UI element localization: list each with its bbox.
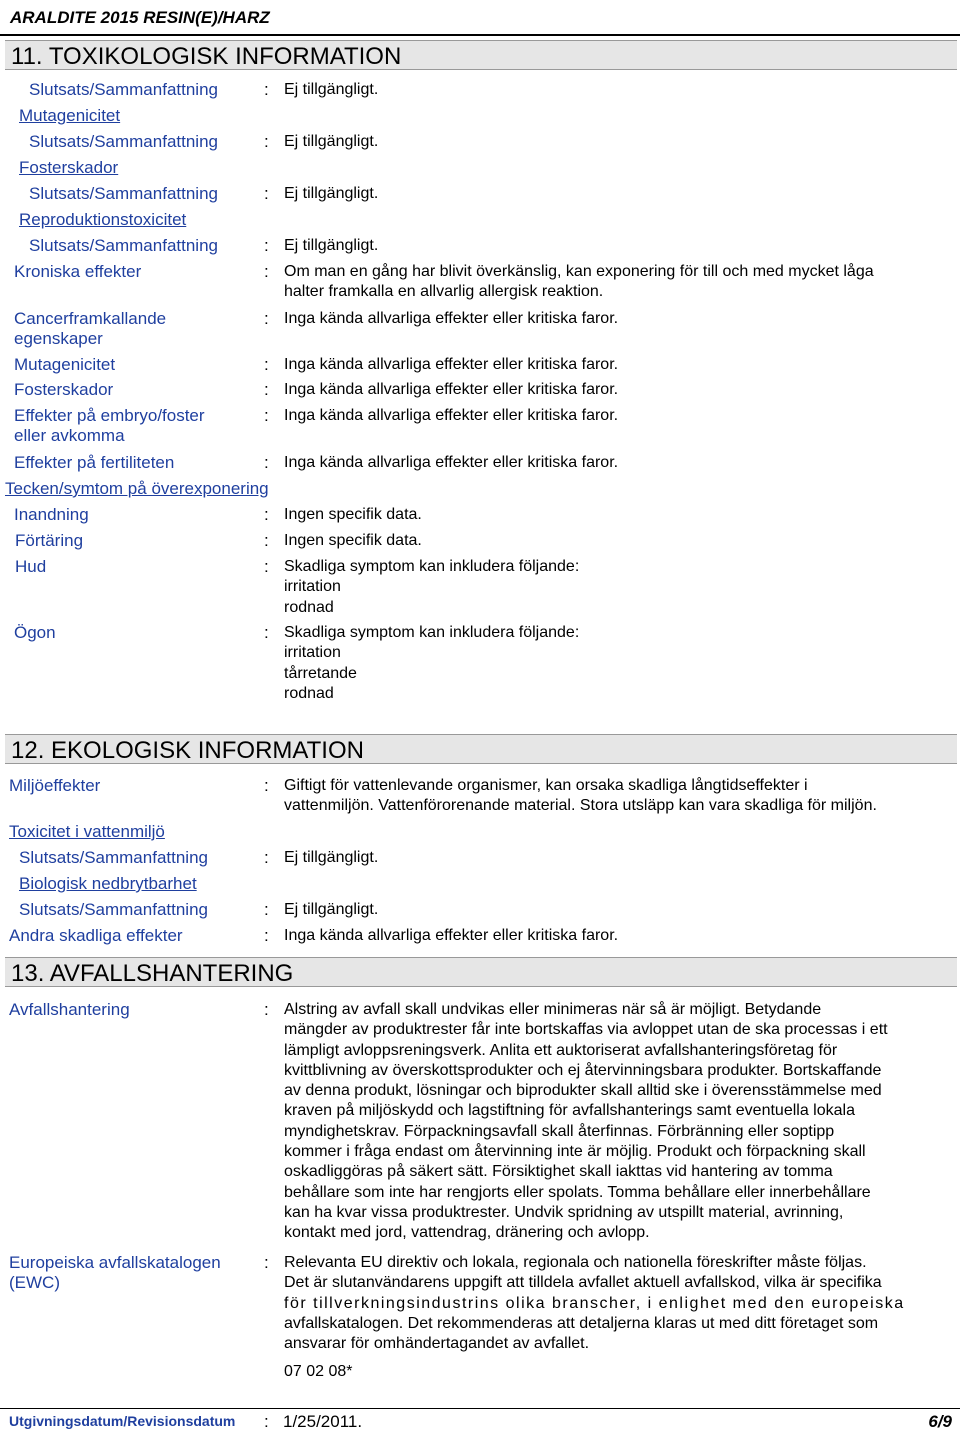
text-line: vattenmiljön. Vattenförorenande material. Stora utsläpp kan vara skadliga för miljön. bbox=[284, 797, 877, 815]
teratogenicity-value: Inga kända allvarliga effekter eller kritiska faror. bbox=[284, 381, 619, 398]
colon: : bbox=[264, 380, 269, 399]
section-12-title: 12. EKOLOGISK INFORMATION bbox=[11, 737, 364, 764]
document-header bbox=[0, 0, 960, 34]
disposal-value bbox=[284, 1000, 888, 1244]
text-line: behållare som inte har rengjorts eller spolats. Tomma behållare eller innerbehållare bbox=[284, 1183, 871, 1201]
section-12-header bbox=[5, 734, 957, 764]
ewc-value bbox=[284, 1253, 905, 1354]
teratogenicity-heading: Fosterskador bbox=[19, 158, 119, 177]
ingestion-value: Ingen specifik data. bbox=[284, 532, 422, 549]
ingestion-label: Förtäring bbox=[15, 531, 84, 550]
section-13-title: 13. AVFALLSHANTERING bbox=[11, 960, 294, 987]
carcinogenic-label bbox=[14, 309, 166, 349]
ewc-code: 07 02 08* bbox=[284, 1363, 353, 1380]
fertility-effects-label: Effekter på fertiliteten bbox=[14, 453, 175, 472]
colon: : bbox=[264, 926, 269, 945]
text-line: halter framkalla en allvarlig allergisk reaktion. bbox=[284, 283, 604, 301]
mutagenicity-heading: Mutagenicitet bbox=[19, 106, 121, 125]
colon: : bbox=[264, 557, 269, 576]
text-line: av denna produkt, lösningar och biprodukter skall alltid ske i överensstämmelse med bbox=[284, 1082, 882, 1100]
revision-date-label: Utgivningsdatum/Revisionsdatum bbox=[9, 1413, 236, 1429]
colon: : bbox=[264, 848, 269, 867]
label-line: Europeiska avfallskatalogen bbox=[9, 1253, 221, 1272]
disposal-label: Avfallshantering bbox=[9, 1000, 130, 1019]
conclusion-value: Ej tillgängligt. bbox=[284, 133, 379, 150]
text-line: irritation bbox=[284, 578, 341, 596]
label-line: egenskaper bbox=[14, 329, 103, 348]
teratogenicity-label: Fosterskador bbox=[14, 380, 114, 399]
conclusion-label: Slutsats/Sammanfattning bbox=[29, 80, 218, 99]
text-line: kommer i fråga endast om återvinning inte är möjlig. Produkt och förpackning skall bbox=[284, 1143, 866, 1161]
conclusion-label: Slutsats/Sammanfattning bbox=[29, 184, 218, 203]
biodegradability-heading: Biologisk nedbrytbarhet bbox=[19, 874, 197, 893]
text-line: för tillverkningsindustrins olika branscher, i enlighet med den europeiska bbox=[284, 1294, 905, 1312]
conclusion-value: Ej tillgängligt. bbox=[284, 81, 379, 98]
colon: : bbox=[264, 1412, 269, 1431]
symptoms-heading: Tecken/symtom på överexponering bbox=[5, 479, 269, 498]
section-11-header bbox=[5, 40, 957, 70]
header-rule bbox=[0, 34, 960, 36]
skin-label: Hud bbox=[15, 557, 47, 576]
chronic-effects-value bbox=[284, 262, 874, 303]
label-line: Cancerframkallande bbox=[14, 309, 167, 328]
other-effects-label: Andra skadliga effekter bbox=[9, 926, 183, 945]
label-line: eller avkomma bbox=[14, 426, 125, 445]
environmental-effects-label: Miljöeffekter bbox=[9, 776, 101, 795]
text-line: Om man en gång har blivit överkänslig, kan exponering för till och med mycket låga bbox=[284, 263, 874, 280]
text-line: Skadliga symptom kan inkludera följande: bbox=[284, 624, 580, 641]
document-title: ARALDITE 2015 RESIN(E)/HARZ bbox=[10, 8, 270, 27]
colon: : bbox=[264, 236, 269, 255]
colon: : bbox=[264, 453, 269, 472]
inhalation-label: Inandning bbox=[14, 505, 89, 524]
text-line: rodnad bbox=[284, 598, 334, 616]
conclusion-value: Ej tillgängligt. bbox=[284, 185, 379, 202]
fertility-effects-value: Inga kända allvarliga effekter eller kritiska faror. bbox=[284, 454, 619, 471]
footer-rule bbox=[0, 1408, 960, 1409]
colon: : bbox=[264, 1253, 269, 1272]
text-line: ansvarar för omhändertagandet av avfallet. bbox=[284, 1335, 590, 1353]
aquatic-toxicity-heading: Toxicitet i vattenmiljö bbox=[9, 822, 165, 841]
reproductive-toxicity-heading: Reproduktionstoxicitet bbox=[19, 210, 187, 229]
text-line: kan ha kvar vissa produktrester. Undvik spridning av utspillt material, avrinning, bbox=[284, 1203, 844, 1221]
environmental-effects-value bbox=[284, 776, 877, 817]
colon: : bbox=[264, 355, 269, 374]
text-line: rodnad bbox=[284, 684, 334, 702]
eyes-label: Ögon bbox=[14, 623, 56, 642]
ewc-label bbox=[9, 1253, 221, 1293]
text-line: myndighetskrav. Förpackningsavfall skall återfinnas. Förbränning eller soptipp bbox=[284, 1122, 835, 1140]
section-13-header bbox=[5, 957, 957, 987]
page-number: 6/9 bbox=[928, 1412, 952, 1431]
revision-date-value: 1/25/2011. bbox=[283, 1412, 363, 1431]
mutagenicity-value: Inga kända allvarliga effekter eller kritiska faror. bbox=[284, 356, 619, 373]
conclusion-label: Slutsats/Sammanfattning bbox=[29, 132, 218, 151]
conclusion-label: Slutsats/Sammanfattning bbox=[29, 236, 218, 255]
colon: : bbox=[264, 184, 269, 203]
colon: : bbox=[264, 406, 269, 425]
carcinogenic-value: Inga kända allvarliga effekter eller kritiska faror. bbox=[284, 310, 619, 327]
text-line: oskadliggöras på säkert sätt. Försiktighet skall iakttas vid hantering av tomma bbox=[284, 1163, 833, 1181]
skin-value bbox=[284, 557, 579, 618]
label-line: Effekter på embryo/foster bbox=[14, 406, 205, 425]
colon: : bbox=[264, 900, 269, 919]
text-line: irritation bbox=[284, 644, 341, 662]
inhalation-value: Ingen specifik data. bbox=[284, 506, 422, 523]
conclusion-label: Slutsats/Sammanfattning bbox=[19, 900, 208, 919]
text-line: kontakt med jord, vattendrag, dränering och avlopp. bbox=[284, 1224, 650, 1242]
label-line: (EWC) bbox=[9, 1273, 60, 1292]
developmental-effects-label bbox=[14, 406, 205, 446]
colon: : bbox=[264, 1000, 269, 1019]
chronic-effects-label: Kroniska effekter bbox=[14, 262, 142, 281]
eyes-value bbox=[284, 623, 579, 704]
other-effects-value: Inga kända allvarliga effekter eller kritiska faror. bbox=[284, 927, 619, 944]
colon: : bbox=[264, 505, 269, 524]
text-line: kvittblivning av överskottsprodukter och ej återvinningsbara produkter. Bortskaffande bbox=[284, 1061, 882, 1079]
text-line: Det är slutanvändarens uppgift att tilldela avfallet aktuell avfallskod, vilka är specifika bbox=[284, 1274, 882, 1292]
colon: : bbox=[264, 623, 269, 642]
conclusion-label: Slutsats/Sammanfattning bbox=[19, 848, 208, 867]
text-line: tårretande bbox=[284, 664, 357, 682]
text-line: kraven på miljöskydd och lagstiftning för avfallshanterings samt eventuella lokala bbox=[284, 1102, 855, 1120]
developmental-effects-value: Inga kända allvarliga effekter eller kritiska faror. bbox=[284, 407, 619, 424]
conclusion-value: Ej tillgängligt. bbox=[284, 901, 379, 918]
text-line: Alstring av avfall skall undvikas eller minimeras när så är möjligt. Betydande bbox=[284, 1001, 822, 1018]
conclusion-value: Ej tillgängligt. bbox=[284, 849, 379, 866]
colon: : bbox=[264, 309, 269, 328]
text-line: mängder av produktrester får inte bortskaffas via avloppet utan de ska processas i ett bbox=[284, 1021, 888, 1039]
text-line: Skadliga symptom kan inkludera följande: bbox=[284, 558, 580, 575]
section-11-title: 11. TOXIKOLOGISK INFORMATION bbox=[11, 43, 402, 70]
conclusion-value: Ej tillgängligt. bbox=[284, 237, 379, 254]
text-line: Giftigt för vattenlevande organismer, kan orsaka skadliga långtidseffekter i bbox=[284, 777, 808, 794]
colon: : bbox=[264, 132, 269, 151]
text-line: lämpligt avloppsreningsverk. Anlita ett auktoriserat avfallshanteringsföretag för bbox=[284, 1041, 838, 1059]
colon: : bbox=[264, 531, 269, 550]
colon: : bbox=[264, 262, 269, 281]
text-line: avfallskatalogen. Det rekommenderas att detaljerna klaras ut med ditt företaget som bbox=[284, 1314, 879, 1332]
text-line: Relevanta EU direktiv och lokala, regionala och nationella föreskrifter måste följas. bbox=[284, 1254, 867, 1271]
colon: : bbox=[264, 776, 269, 795]
colon: : bbox=[264, 80, 269, 99]
mutagenicity-label: Mutagenicitet bbox=[14, 355, 116, 374]
